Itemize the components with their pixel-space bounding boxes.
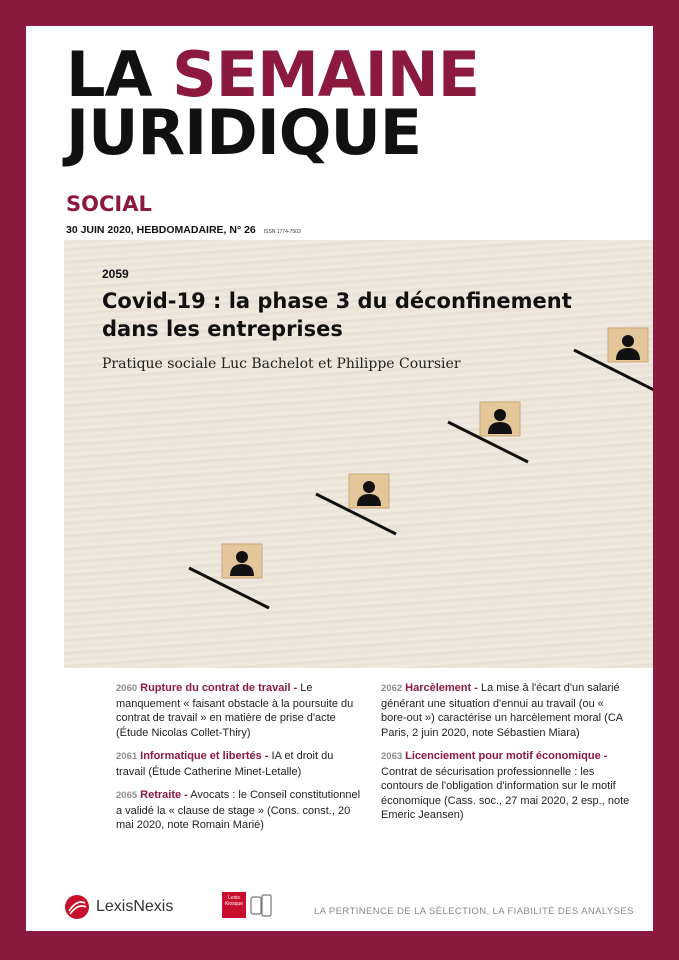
- item-title: Harcèlement -: [405, 682, 478, 694]
- cover-photo: [64, 240, 653, 668]
- item-text: Avocats : le Conseil constitutionnel a validé la « clause de stage » (Cons. const., 20 mai 2020, note Romain Marié): [116, 789, 361, 831]
- item-title: Retraite -: [140, 789, 188, 801]
- feature-title[interactable]: Covid-19 : la phase 3 du déconfinement dans les entreprises: [102, 289, 572, 341]
- item-title: Licenciement pour motif économique -: [405, 750, 608, 762]
- masthead-la: LA: [66, 38, 173, 111]
- item-text: IA et droit du travail (Étude Catherine Minet-Letalle): [116, 750, 334, 778]
- summary-item[interactable]: [381, 681, 631, 740]
- devices-icon: [250, 894, 272, 918]
- tagline: LA PERTINENCE DE LA SÉLECTION, LA FIABILITÉ DES ANALYSES: [314, 906, 634, 917]
- section-title: SOCIAL: [66, 192, 152, 216]
- masthead: [66, 38, 480, 169]
- issue-date: 30 JUIN 2020, HEBDOMADAIRE, N° 26: [66, 224, 256, 236]
- lexisnexis-swirl-icon: [64, 894, 90, 920]
- item-text: Le manquement « faisant obstacle à la poursuite du contrat de travail » en matière de prise d'acte (Étude Nicolas Collet-Thiry): [116, 682, 354, 739]
- person-icon-2: [363, 481, 375, 493]
- cover-page: [26, 26, 653, 931]
- item-title: Informatique et libertés -: [140, 750, 269, 762]
- item-number: 2062: [381, 683, 403, 694]
- item-number: 2061: [116, 751, 138, 762]
- person-icon-1: [236, 551, 248, 563]
- summary-item[interactable]: [381, 749, 631, 823]
- summary-item[interactable]: [116, 681, 361, 740]
- item-title: Rupture du contrat de travail -: [140, 682, 298, 694]
- issn: ISSN 1774-7503: [263, 229, 301, 235]
- feature-authors: Pratique sociale Luc Bachelot et Philippe Coursier: [102, 356, 461, 372]
- item-number: 2060: [116, 683, 138, 694]
- publisher-logo: [64, 894, 173, 920]
- summary-item[interactable]: [116, 788, 361, 833]
- issue-line: [66, 224, 301, 236]
- summary-left-column: [116, 681, 361, 842]
- item-number: 2065: [116, 790, 138, 801]
- summary-right-column: [381, 681, 631, 832]
- publisher-name: LexisNexis: [96, 898, 174, 915]
- masthead-semaine: SEMAINE: [172, 38, 480, 111]
- feature-number: 2059: [102, 267, 129, 281]
- item-text: La mise à l'écart d'un salarié générant une situation d'ennui au travail (ou « bore-out ») caractérise un harcèlement moral (CA Paris, 2 juin 2020, note Sébastien Miara): [381, 682, 623, 739]
- item-number: 2063: [381, 751, 403, 762]
- person-icon-4: [622, 335, 634, 347]
- person-icon-3: [494, 409, 506, 421]
- summary-item[interactable]: [116, 749, 361, 779]
- lexis-kiosque-badge: Lexis Kiosque: [222, 892, 246, 918]
- masthead-line-2: JURIDIQUE: [66, 96, 422, 169]
- item-text: Contrat de sécurisation professionnelle : les contours de l'obligation d'information sur le motif économique (Cass. soc., 27 mai 2020, 2 esp., note Emeric Jeansen): [381, 765, 630, 821]
